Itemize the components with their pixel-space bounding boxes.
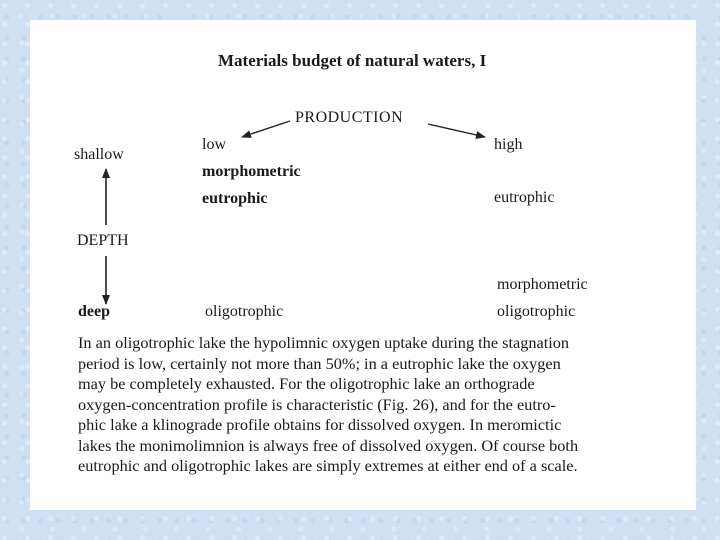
- low-bottom-oligotrophic: oligotrophic: [205, 303, 284, 320]
- low-header: low: [202, 136, 226, 153]
- high-item-oligotrophic: oligotrophic: [497, 303, 576, 320]
- paragraph-line: period is low, certainly not more than 50%; in a eutrophic lake the oxygen: [78, 353, 561, 373]
- low-item-morphometric: morphometric: [202, 163, 301, 180]
- high-item-morphometric: morphometric: [497, 276, 588, 293]
- paragraph-line: may be completely exhausted. For the oligotrophic lake an orthograde: [78, 374, 535, 393]
- paragraph-line: eutrophic and oligotrophic lakes are simply extremes at either end of a scale.: [78, 456, 578, 475]
- production-label: PRODUCTION: [295, 109, 404, 126]
- depth-label: DEPTH: [77, 232, 129, 249]
- low-item-eutrophic: eutrophic: [202, 190, 268, 207]
- high-middle-eutrophic: eutrophic: [494, 189, 555, 206]
- paragraph-line: oxygen-concentration profile is characteristic (Fig. 26), and for the eutro-: [78, 394, 556, 414]
- paragraph-line: lakes the monimolimnion is always free of dissolved oxygen. Of course both: [78, 435, 579, 455]
- deep-label: deep: [78, 303, 110, 320]
- slide: [30, 20, 696, 510]
- slide-title: Materials budget of natural waters, I: [218, 51, 487, 70]
- body-paragraph: [78, 333, 648, 477]
- paragraph-line: In an oligotrophic lake the hypolimnic oxygen uptake during the stagnation: [78, 333, 570, 352]
- high-header: high: [494, 136, 523, 153]
- arrow-to-low: [242, 121, 290, 137]
- arrow-to-high: [428, 124, 485, 137]
- shallow-label: shallow: [74, 146, 124, 163]
- paragraph-line: phic lake a klinograde profile obtains for dissolved oxygen. In meromictic: [78, 415, 562, 434]
